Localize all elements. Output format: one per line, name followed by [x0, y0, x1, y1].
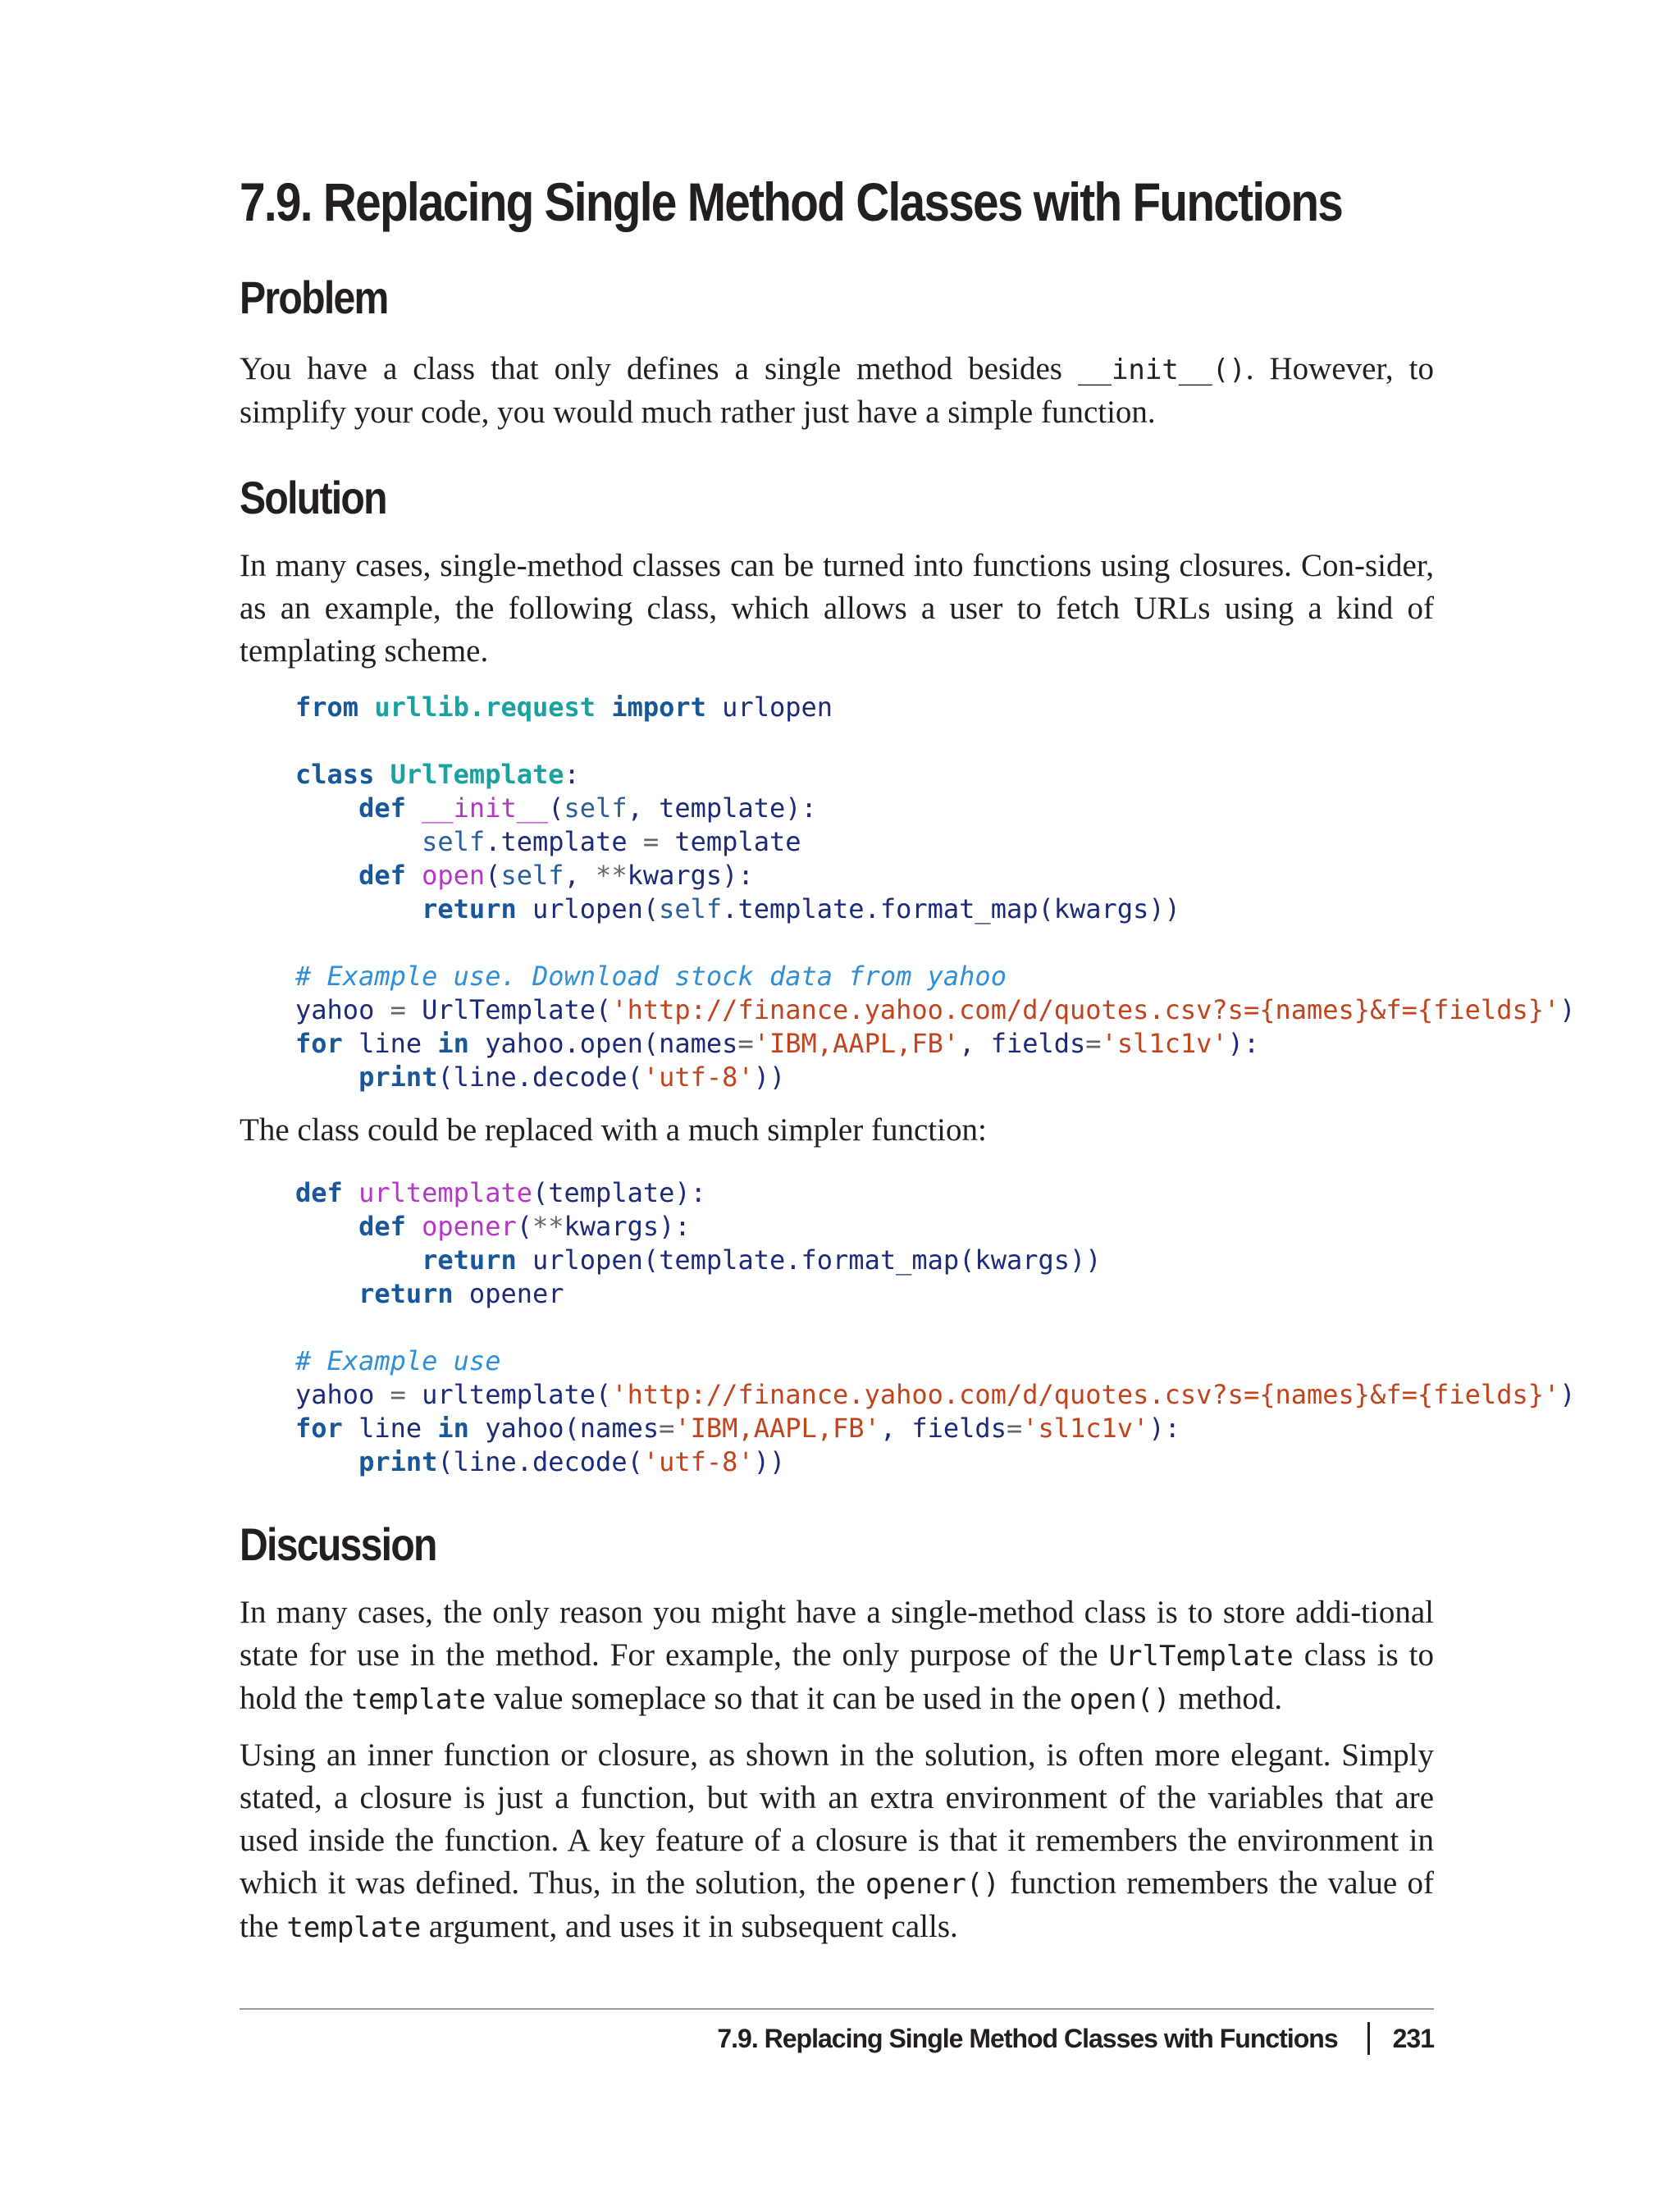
- footer-separator: [1367, 2022, 1370, 2055]
- inline-code-opener: opener(): [865, 1868, 1000, 1901]
- running-title: 7.9. Replacing Single Method Classes with Functions: [717, 2023, 1338, 2053]
- discussion-text-6: function remembers the value of the: [240, 1865, 1434, 1944]
- code-block-class: from urllib.request import urlopen class UrlTemplate: def __init__(self, template): self.template = template def open(self, **kwargs): return urlopen(self.template.format_map(kwargs)) # Example use. Download stock data from yahoo yahoo = UrlTemplate('http://finance.yahoo.com/d/quotes.csv?s={names}&f={fields}') for line in yahoo.open(names='IBM,AAPL,FB', fields='sl1c1v'): print(line.decode('utf-8')): [295, 692, 1576, 1093]
- discussion-text-5: Using an inner function or closure, as shown in the solution, is often more elegant. Simply stated, a closure is just a function, but with an extra environment of the variables that are used inside the function. A key feature of a closure is that it remembers the environment in which it was defined. Thus, in the solution, the: [240, 1737, 1434, 1901]
- discussion-text-3: value someplace so that it can be used in the: [486, 1681, 1070, 1716]
- discussion-text-2: class is to hold the: [240, 1637, 1434, 1716]
- inline-code-urltemplate: UrlTemplate: [1108, 1640, 1294, 1673]
- discussion-text-1: In many cases, the only reason you might have a single-method class is to store addi-tional state for use in the method. For example, the only purpose of the: [240, 1595, 1434, 1673]
- problem-paragraph: [240, 348, 1434, 434]
- discussion-paragraph-2: [240, 1734, 1434, 1949]
- inline-code-open: open(): [1069, 1683, 1171, 1716]
- inline-code-init: __init__(): [1078, 354, 1246, 386]
- page-footer: [717, 2022, 1434, 2055]
- problem-text-1: You have a class that only defines a single method besides: [240, 351, 1079, 386]
- discussion-heading: Discussion: [240, 1518, 436, 1570]
- problem-heading: Problem: [240, 272, 388, 323]
- solution-paragraph: In many cases, single-method classes can be turned into functions using closures. Con-sider, as an example, the following class, which allows a user to fetch URLs using a kind of templating scheme.: [240, 548, 1434, 669]
- inline-code-template: template: [351, 1683, 486, 1716]
- section-title: 7.9. Replacing Single Method Classes with Functions: [240, 171, 1343, 232]
- inline-code-template-arg: template: [286, 1911, 422, 1944]
- code-block-function: def urltemplate(template): def opener(**kwargs): return urlopen(template.format_map(kwargs)) return opener # Example use yahoo = urltemplate('http://finance.yahoo.com/d/quotes.csv?s={names}&f={fields}') for line in yahoo(names='IBM,AAPL,FB', fields='sl1c1v'): print(line.decode('utf-8')): [295, 1177, 1576, 1477]
- discussion-text-4: method.: [1170, 1681, 1283, 1716]
- solution-heading: Solution: [240, 472, 386, 523]
- discussion-text-7: argument, and uses it in subsequent calls.: [421, 1909, 958, 1944]
- page-number: 231: [1392, 2023, 1434, 2053]
- discussion-paragraph-1: [240, 1591, 1434, 1721]
- problem-text-2: . However, to simplify your code, you would much rather just have a simple function.: [240, 351, 1434, 430]
- solution-transition: The class could be replaced with a much simpler function:: [240, 1112, 987, 1148]
- footer-rule: [240, 2008, 1434, 2010]
